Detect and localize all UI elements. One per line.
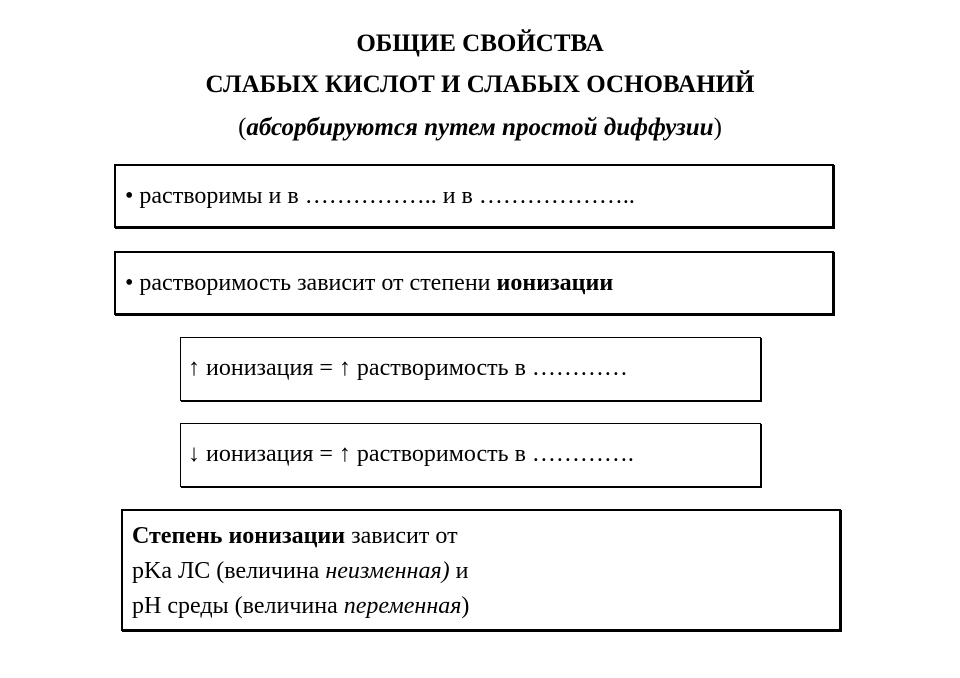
ph-italic: переменная xyxy=(343,593,462,619)
ionization-down-text: ↓ ионизация = ↑ растворимость в …………. xyxy=(188,441,634,467)
pka-prefix: pKa ЛС (величина xyxy=(132,558,326,584)
subtitle-text: абсорбируются путем простой диффузии xyxy=(246,114,714,141)
degree-bold-2: ионизации xyxy=(228,523,346,549)
ionization-up-box xyxy=(180,337,761,401)
solubility-bold-text: ионизации xyxy=(496,270,614,296)
pka-suffix: и xyxy=(449,558,469,584)
soluble-box xyxy=(114,164,834,228)
ionization-up-text: ↑ ионизация = ↑ растворимость в ………… xyxy=(188,355,628,381)
degree-line-2 xyxy=(132,554,839,589)
ionization-down-box xyxy=(180,423,761,487)
title-line-2: СЛАБЫХ КИСЛОТ И СЛАБЫХ ОСНОВАНИЙ xyxy=(205,71,755,98)
degree-bold-1: Степень xyxy=(132,523,229,549)
subtitle-open-paren: ( xyxy=(238,114,247,141)
title-line-1: ОБЩИЕ СВОЙСТВА xyxy=(356,30,604,57)
subtitle xyxy=(0,113,960,143)
ph-suffix: ) xyxy=(461,593,470,619)
degree-line-1 xyxy=(132,519,839,554)
subtitle-close-paren: ) xyxy=(713,114,722,141)
solubility-text: • растворимость зависит от степени xyxy=(125,270,497,296)
ionization-degree-box xyxy=(121,509,841,631)
degree-tail: зависит от xyxy=(345,523,458,549)
soluble-text: • растворимы и в …………….. и в ……………….. xyxy=(125,183,635,209)
solubility-box xyxy=(114,251,834,315)
degree-line-3 xyxy=(132,589,839,624)
ph-prefix: pH среды (величина xyxy=(132,593,344,619)
pka-italic: неизменная) xyxy=(325,558,450,584)
